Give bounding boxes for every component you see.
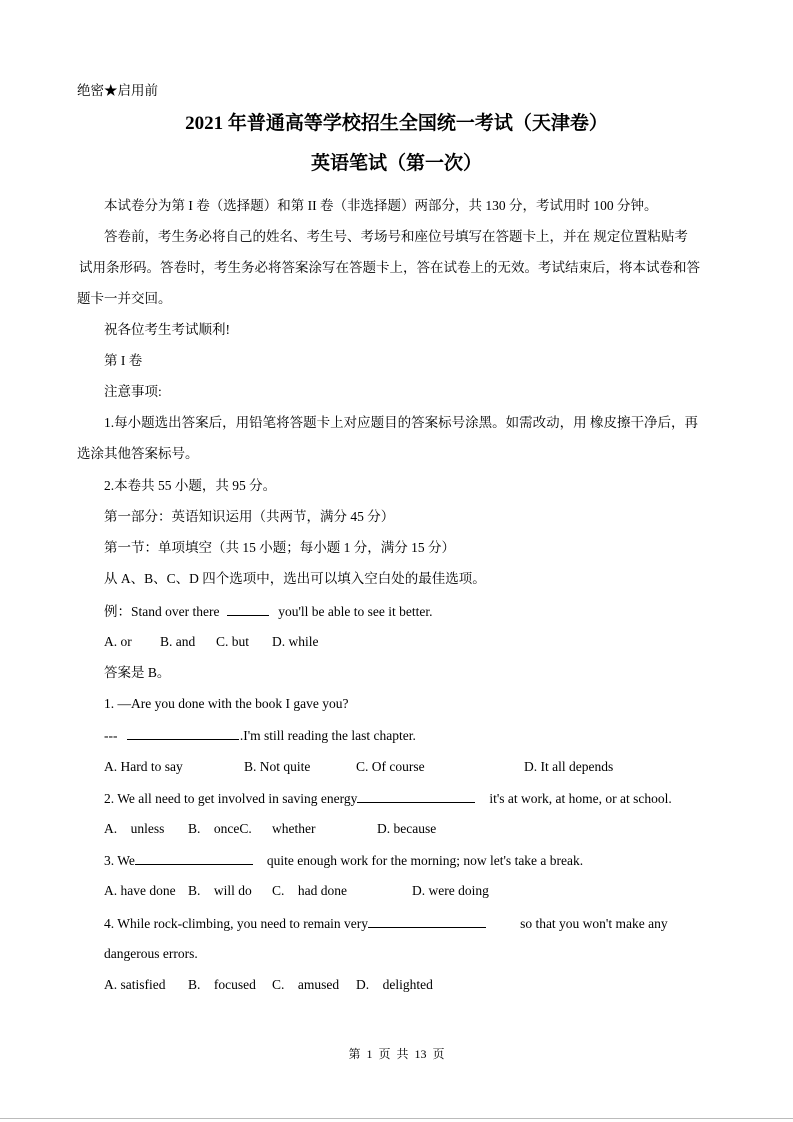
example-stem [104,602,432,621]
question-1-option-a: A. Hard to say [104,759,183,774]
intro-paragraph-2-line-1: 答卷前，考生务必将自己的姓名、考生号、考场号和座位号填写在答题卡上，并在 规定位置粘贴考 [104,229,688,244]
example-option-b: B. and [160,634,196,649]
question-4-option-b: B. focused [188,977,256,992]
page-edge-divider [0,1118,793,1119]
question-3-blank [135,851,253,865]
question-2-option-c: whether [272,821,316,836]
question-4-stem-start: 4. While rock-climbing, you need to remain very [104,916,369,931]
question-2-option-b: B. onceC. [188,821,252,836]
question-1-stem: 1. —Are you done with the book I gave you? [104,696,349,711]
question-2-stem-end: it's at work, at home, or at school. [489,791,672,806]
question-2-option-a: A. unless [104,821,165,836]
question-1-blank [127,726,239,740]
question-1-reply-dash: --- [104,728,118,743]
question-4-option-c: C. amused [272,977,340,992]
example-options [104,633,319,651]
question-2-options [104,820,436,838]
example-blank [227,602,269,616]
example-stem-start: 例：Stand over there [104,604,220,619]
example-option-c: C. but [216,634,250,649]
section-heading: 第一部分：英语知识运用（共两节，满分 45 分） [104,509,395,524]
question-1-options [104,758,613,776]
confidential-label: 绝密★启用前 [77,83,158,98]
question-3-stem-end: quite enough work for the morning; now let's take a break. [266,853,584,868]
question-3-options [104,882,489,900]
subsection-heading: 第一节：单项填空（共 15 小题；每小题 1 分，满分 15 分） [104,540,455,555]
question-2-stem [104,789,672,808]
example-stem-end: you'll be able to see it better. [278,604,433,619]
note-2: 2.本卷共 55 小题，共 95 分。 [104,478,277,493]
question-3-option-b: B. will do [188,883,252,898]
question-3-option-d: D. were doing [412,883,489,898]
question-2-option-d: D. because [377,821,437,836]
exam-subtitle: 英语笔试（第一次） [310,153,482,174]
question-4-blank [368,914,486,928]
question-4-options [104,976,433,994]
page-footer: 第 1 页 共 13 页 [348,1047,445,1061]
question-3-option-c: C. had done [272,883,347,898]
question-3-option-a: A. have done [104,883,176,898]
intro-paragraph-1: 本试卷分为第 I 卷（选择题）和第 II 卷（非选择题）两部分，共 130 分，考试用时 100 分钟。 [104,198,658,213]
intro-paragraph-2-line-3: 题卡一并交回。 [77,291,172,306]
notes-label: 注意事项: [104,384,162,399]
question-1-option-d: D. It all depends [524,759,614,774]
question-1-option-b: B. Not quite [244,759,311,774]
example-answer: 答案是 B。 [104,665,171,680]
example-option-a: A. or [104,634,132,649]
question-2-stem-start: 2. We all need to get involved in saving energy [104,791,358,806]
part-1-label: 第 I 卷 [104,353,143,368]
note-1-line-2: 选涂其他答案标号。 [77,446,199,461]
question-4-stem [104,914,668,933]
wish-text: 祝各位考生考试顺利! [104,322,230,337]
question-1-reply-text: .I'm still reading the last chapter. [239,728,416,743]
question-1-reply [104,726,416,745]
question-2-blank [357,789,475,803]
question-4-stem-line-2: dangerous errors. [104,946,198,961]
question-3-stem-start: 3. We [104,853,135,868]
intro-paragraph-2-line-2: 试用条形码。答卷时，考生务必将答案涂写在答题卡上，答在试卷上的无效。考试结束后，将本试卷和答 [79,260,700,275]
note-1-line-1: 1.每小题选出答案后，用铅笔将答题卡上对应题目的答案标号涂黑。如需改动，用 橡皮擦干净后，再 [104,415,698,430]
question-4-option-a: A. satisfied [104,977,166,992]
example-option-d: D. while [272,634,319,649]
instruction-text: 从 A、B、C、D 四个选项中，选出可以填入空白处的最佳选项。 [104,571,486,586]
question-3-stem [104,851,583,870]
question-1-option-c: C. Of course [356,759,425,774]
question-4-option-d: D. delighted [356,977,433,992]
question-4-stem-end: so that you won't make any [520,916,668,931]
exam-title: 2021 年普通高等学校招生全国统一考试（天津卷） [185,113,608,134]
